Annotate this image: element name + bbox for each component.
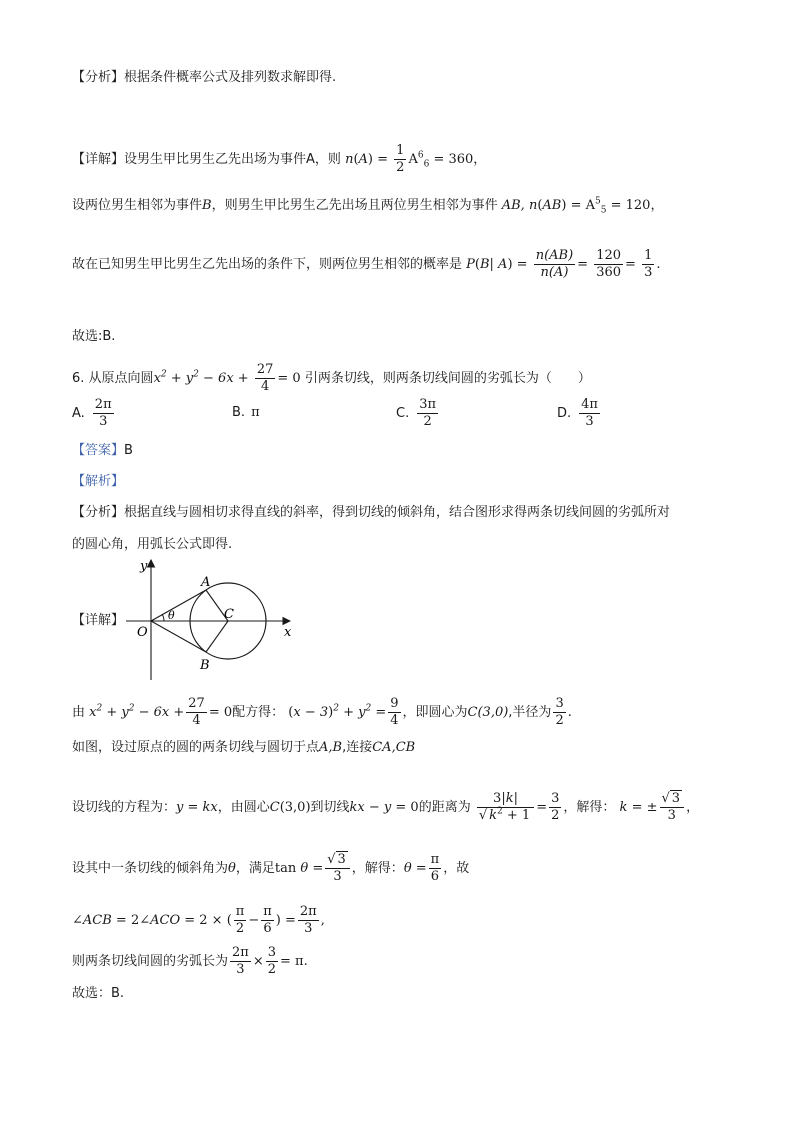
label-c: C xyxy=(224,607,234,622)
q6-step-4: 设其中一条切线的倾斜角为θ，满足tan θ = $\frac{√ 3}{3}$ ，解得：θ = $\frac{\pi}{6}$ ，故 xyxy=(72,852,470,884)
label-x: x xyxy=(284,625,292,640)
q6-stem-pre: 从原点向圆 xyxy=(88,371,154,386)
prev-line3-frac1: $\frac{n(AB)}{n(A)}$ xyxy=(535,248,574,280)
prev-line1-text: 设男生甲比男生乙先出场为事件A，则 xyxy=(124,152,341,167)
q6-step-5: ∠ACB = 2∠ACO = 2 × ( $\frac{\pi}{2}$ − $\frac{\pi}{6}$ ) = $\frac{2\pi}{3}$ , xyxy=(72,904,325,936)
q6-option-d: D. $\frac{4\pi}{3}$ xyxy=(557,397,598,429)
prev-line3-frac2: $\frac{120}{360}$ xyxy=(596,248,622,280)
q6-answer-value: B xyxy=(124,443,133,458)
label-b: B xyxy=(200,658,210,673)
prev-line1-formula: n(A) = xyxy=(345,152,389,167)
prev-line1-tail: = 360， xyxy=(433,152,487,167)
q6-analysis-text-1: 根据直线与圆相切求得直线的斜率，得到切线的倾斜角，结合图形求得两条切线间圆的劣弧所对 xyxy=(124,505,671,520)
q6-analysis-label: 【分析】 xyxy=(72,505,125,520)
q6-step-6: 则两条切线间圆的劣弧长为 $\frac{2\pi}{3}$ × $\frac{3}{2}$ = π. xyxy=(72,945,308,977)
q6-circle-eq: $x^2 + y^2 - 6x$ + xyxy=(153,369,249,386)
q6-option-c: C. $\frac{3\pi}{2}$ xyxy=(396,397,437,429)
prev-detail-line-2 xyxy=(72,196,663,216)
q6-detail-label: 【详解】 xyxy=(72,613,125,628)
prev-line3-prob: P(B| A) = xyxy=(466,257,528,272)
q6-stem-post: 引两条切线，则两条切线间圆的劣弧长为（ ） xyxy=(304,371,591,386)
prev-line2-tail: = 120， xyxy=(610,198,664,213)
q6-option-a: A. $\frac{2\pi}{3}$ xyxy=(72,397,112,429)
q6-step-3: 设切线的方程为：y = kx，由圆心C(3,0)到切线kx − y = 0的距离为 $\frac{3|k|}{√ k^2 + 1}$ = $\frac{3}{2}$ ，解得： k = ± $\frac{√ 3}{3}$ ， xyxy=(72,791,700,823)
prev-detail-label: 【详解】 xyxy=(72,152,125,167)
label-y: y xyxy=(140,559,148,574)
prev-line3-text: 故在已知男生甲比男生乙先出场的条件下，则两位男生相邻的概率是 xyxy=(72,257,463,272)
tangent-oa xyxy=(151,590,206,621)
q6-final-answer: 故选：B. xyxy=(72,986,125,1001)
prev-line3-frac3: $\frac{1}{3}$ xyxy=(644,248,653,280)
prev-analysis-line xyxy=(72,68,336,88)
prev-analysis-text: 根据条件概率公式及排列数求解即得. xyxy=(124,70,337,85)
segment-cb xyxy=(206,621,228,652)
q6-option-b: B. π xyxy=(232,405,260,420)
prev-analysis-label: 【分析】 xyxy=(72,70,125,85)
prev-line2-formula: AB, $n(AB) = A^5_5$ xyxy=(501,196,607,216)
q6-analysis-line-2: 的圆心角，用弧长公式即得. xyxy=(72,537,233,552)
q6-analysis-line-1 xyxy=(72,503,670,523)
q6-stem: 6. 从原点向圆$x^2 + y^2 - 6x$ + $\frac{27}{4}$ = 0 引两条切线，则两条切线间圆的劣弧长为（ ） xyxy=(72,362,591,394)
q6-step-2: 如图，设过原点的圆的两条切线与圆切于点A,B,连接CA,CB xyxy=(72,740,416,755)
q6-answer-line xyxy=(72,441,133,461)
q6-answer-label: 【答案】 xyxy=(72,443,125,458)
prev-line1-fraction: $\frac{1}{2}$ xyxy=(396,143,405,175)
prev-answer: 故选:B. xyxy=(72,329,116,344)
label-o: O xyxy=(137,625,148,640)
q6-step-1: 由 $x^2 + y^2 - 6x$ + $\frac{27}{4}$ = 0配方得： $(x - 3)^2 + y^2$ = $\frac{9}{4}$ ，即圆心为C(3,0),半径为 $\frac{3}{2}$ . xyxy=(72,696,572,728)
prev-detail-line-3: 故在已知男生甲比男生乙先出场的条件下，则两位男生相邻的概率是 P(B| A) = $\frac{n(AB)}{n(A)}$ = $\frac{120}{360}$ = $\frac{1}{3}$ . xyxy=(72,248,661,280)
prev-line2-mid: ，则男生甲比男生乙先出场且两位男生相邻为事件 xyxy=(211,198,498,213)
q6-stem-fraction: $\frac{27}{4}$ xyxy=(256,362,274,394)
prev-detail-line-1 xyxy=(72,143,486,176)
q6-jiexi-label: 【解析】 xyxy=(72,474,125,489)
angle-theta-arc xyxy=(162,614,164,621)
label-a: A xyxy=(201,575,211,590)
label-theta: θ xyxy=(168,609,175,622)
q6-tangent-figure xyxy=(120,556,310,682)
prev-event-b: B xyxy=(202,198,212,213)
tangent-ob xyxy=(151,621,206,652)
prev-line2-text: 设两位男生相邻为事件 xyxy=(72,198,203,213)
prev-line1-perm: $A^6_6$ xyxy=(408,150,430,170)
q6-number: 6. xyxy=(72,371,85,386)
